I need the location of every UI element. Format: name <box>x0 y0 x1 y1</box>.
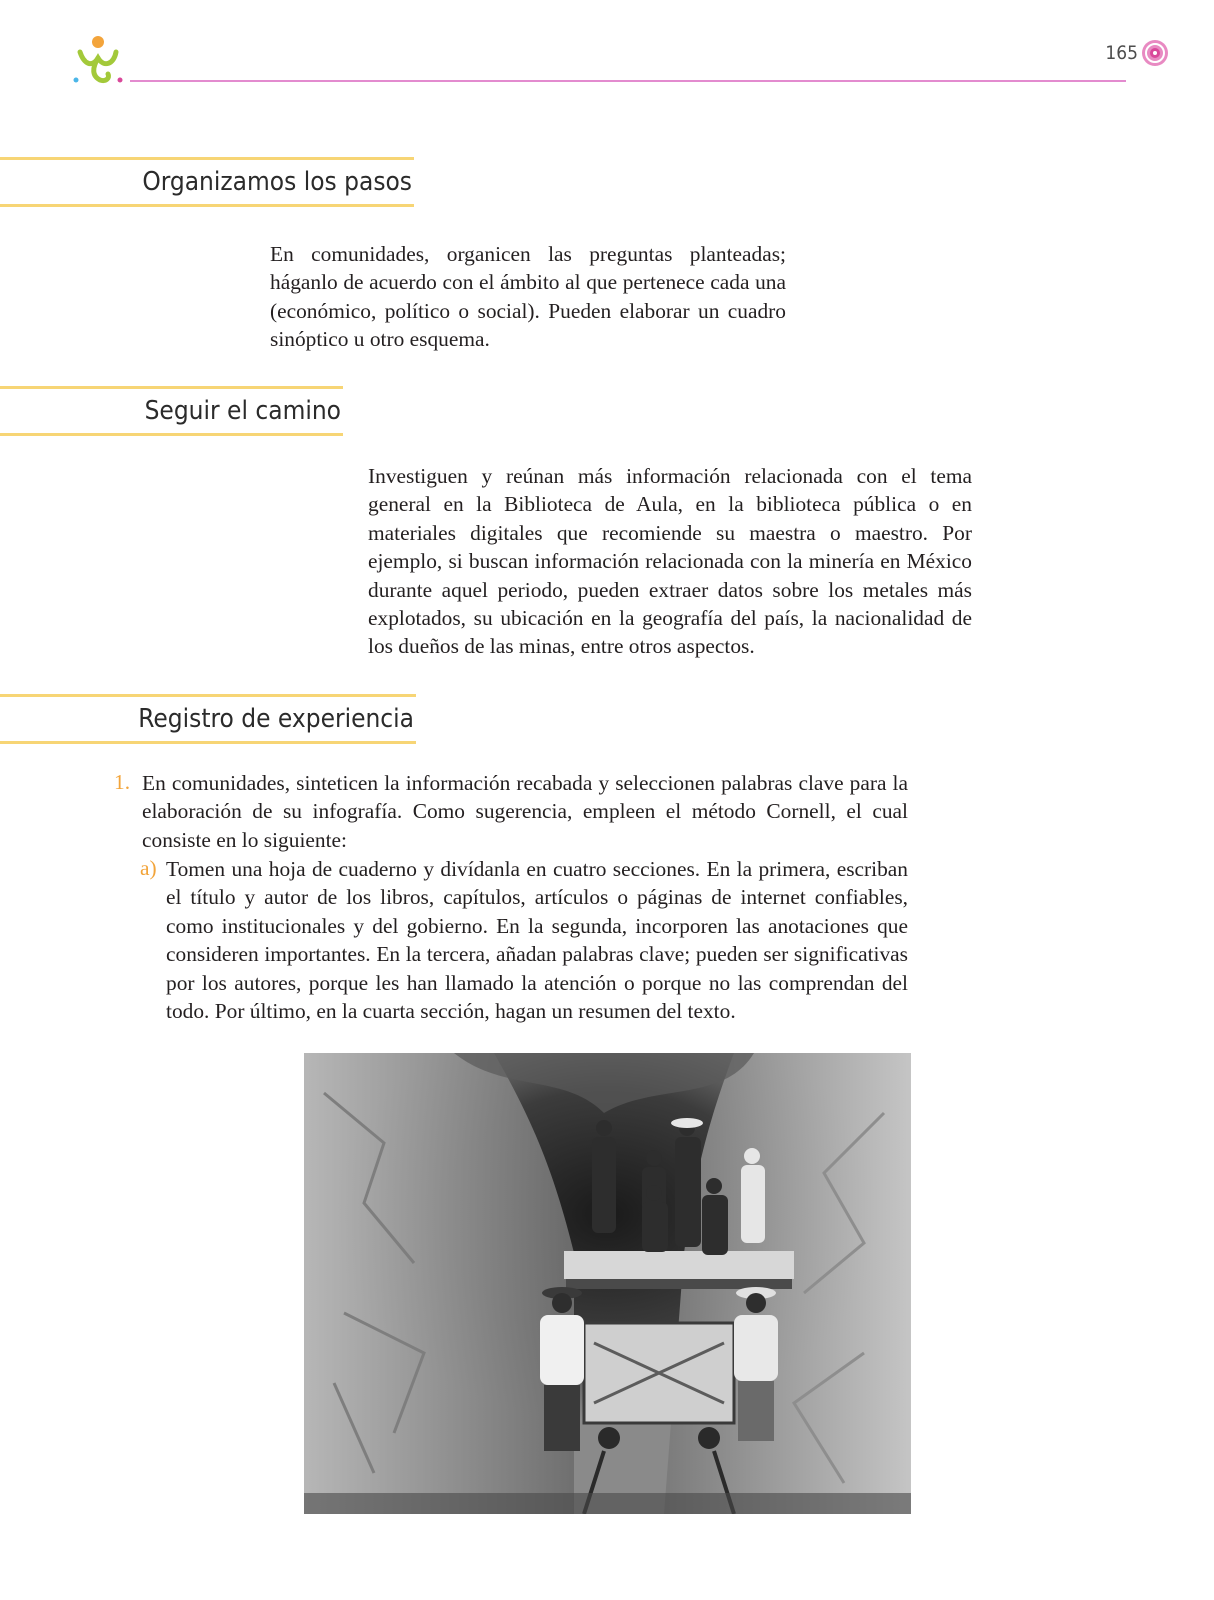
page-number: 165 <box>1105 42 1138 64</box>
section-heading-registro: Registro de experiencia <box>0 694 416 744</box>
pink-flower-glyph-icon <box>1140 38 1170 68</box>
header-rule <box>130 80 1126 82</box>
section-body-seguir: Investiguen y reúnan más información relacionada con el tema general en la Biblioteca de Aula, en la biblioteca pública o en materiales digitales que recomiende su maestra o maestro. Por ejemplo, si buscan información relacionada con la minería en México durante aquel periodo, pueden extraer datos sobre los metales más explotados, su ubicación en la geografía del país, la nacionalidad de los dueños de las minas, entre otros aspectos. <box>368 464 972 659</box>
list-item-number: 1. <box>114 770 131 794</box>
section-body-organizamos: En comunidades, organicen las preguntas planteadas; háganlo de acuerdo con el ámbito al que pertenece cada una (económico, político o social). Pueden elaborar un cuadro sinóptico u otro esquema. <box>270 242 786 352</box>
sublist-item-text: Tomen una hoja de cuaderno y divídanla en cuatro secciones. En la primera, escriban el título y autor de los libros, capítulos, artículos o páginas de internet confiables, como institucionales y del gobierno. En la segunda, incorporen las anotaciones que consideren importantes. En la tercera, añadan palabras clave; pueden ser significativas por los autores, porque les han llamado la atención o porque no las comprendan del todo. Por último, en la cuarta sección, hagan un resumen del texto. <box>166 857 908 1024</box>
list-item-text: En comunidades, sinteticen la información recabada y seleccionen palabras clave para la elaboración de su infografía. Como sugerencia, empleen el método Cornell, el cual consiste en lo siguiente: <box>142 771 908 852</box>
child-figure-logo-icon <box>70 34 126 86</box>
mine-workers-photo <box>304 1053 911 1514</box>
sublist-item-letter: a) <box>140 856 157 880</box>
section-heading-organizamos: Organizamos los pasos <box>0 157 414 207</box>
section-heading-seguir: Seguir el camino <box>0 386 343 436</box>
